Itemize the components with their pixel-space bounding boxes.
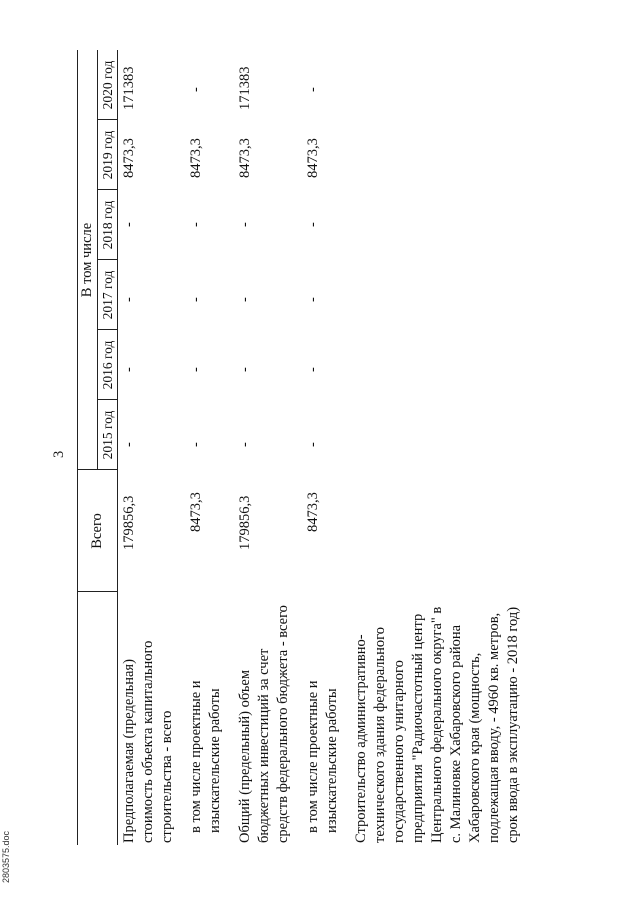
row-label: в том числе проектные и изыскательские работы [188,680,223,833]
footer-file-reference: 2803575.doc [1,830,11,883]
header-bottom-rule [117,50,118,845]
row-2017: - [121,297,137,302]
row-total: 179856,3 [237,495,253,550]
row-label: Общий (предельный) объем бюджетных инвестиций за счет средств федерального бюджета - всего [237,605,291,843]
row-2020: 171383 [237,66,253,110]
page-number: 3 [51,450,67,458]
row-2018: - [305,222,321,227]
row-2020: - [305,87,321,92]
row-total: 8473,3 [305,492,321,532]
row-2015: - [305,442,321,447]
row-label: в том числе проектные и изыскательские работы [305,680,340,833]
row-2016: - [237,367,253,372]
row-label: Предполагаемая (предельная) стоимость объекта капитального строительства - всего [121,640,175,843]
header-year-2019: 2019 год [100,130,115,180]
row-2016: - [121,367,137,372]
row-2016: - [305,367,321,372]
row-2016: - [188,367,204,372]
row-2017: - [237,297,253,302]
row-2015: - [188,442,204,447]
row-2019: 8473,3 [121,138,137,178]
row-2018: - [121,222,137,227]
row-2019: 8473,3 [237,138,253,178]
header-total: Всего [89,513,105,549]
section-title: Строительство административно- технического здания федерального государственного унитарного предприятия "Радиочастотный центр Центрального федерального округа" в с. Малиновке Хабаровского района Хабаровского края (мощность, подлежащая вводу, - 4960 кв. метров, срок ввода в эксплуатацию - 2018 год) [353,606,521,843]
row-2020: 171383 [121,66,137,110]
header-year-2017: 2017 год [100,270,115,320]
header-year-2015: 2015 год [100,410,115,460]
row-2017: - [305,297,321,302]
row-2015: - [121,442,137,447]
header-year-2016: 2016 год [100,340,115,390]
row-2020: - [188,87,204,92]
header-year-2020: 2020 год [100,60,115,110]
row-2019: 8473,3 [188,138,204,178]
row-2017: - [188,297,204,302]
row-2015: - [237,442,253,447]
row-2018: - [237,222,253,227]
header-year-2018: 2018 год [100,200,115,250]
row-2018: - [188,222,204,227]
header-including: В том числе [79,222,95,298]
row-total: 8473,3 [188,492,204,532]
row-2019: 8473,3 [305,138,321,178]
row-total: 179856,3 [121,495,137,550]
